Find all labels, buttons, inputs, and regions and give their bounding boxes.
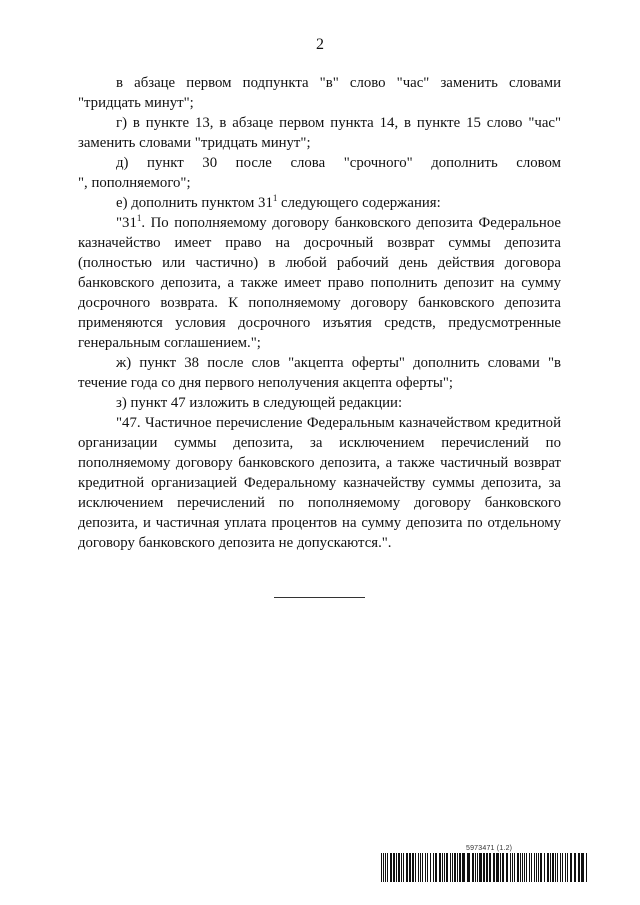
paragraph-amendment-v: в абзаце первом подпункта "в" слово "час" заменить словами "тридцать минут";: [78, 75, 561, 111]
barcode: [381, 853, 587, 882]
text-run: . По пополняемому договору банковского депозита Федеральное казначейство имеет право на досрочный возврат суммы депозита (полностью или частично) в любой рабочий день действия договора банковского депозита, а также имеет право пополнить депозит на сумму досрочного возврата. К пополняемому договору банковского депозита применяются условия досрочного изъятия средств, предусмотренные генеральным соглашением.";: [78, 215, 561, 351]
paragraph-amendment-g: г) в пункте 13, в абзаце первом пункта 14, в пункте 15 слово "час" заменить словами "тридцать минут";: [78, 115, 561, 151]
paragraph-clause-47: "47. Частичное перечисление Федеральным казначейством кредитной организации суммы депозита, за исключением перечислений по пополняемому договору банковского депозита, а также частичный возврат кредитной организацией Федеральному казначейству суммы депозита, за исключением перечислений по пополняемому договору банковского депозита, и частичная уплата процентов на сумму депозита по отдельному договору банковского депозита не допускаются.".: [78, 415, 561, 551]
superscript: 1: [136, 213, 142, 223]
page-number: 2: [316, 36, 324, 53]
paragraph-amendment-zh: ж) пункт 38 после слов "акцепта оферты" дополнить словами "в течение года со дня первого неполучения акцепта оферты";: [78, 355, 561, 391]
paragraph-amendment-d-continued: ", пополняемого";: [78, 175, 191, 191]
paragraph-amendment-e: [78, 193, 561, 213]
text-run: е) дополнить пунктом 31: [116, 195, 273, 211]
paragraph-amendment-z: з) пункт 47 изложить в следующей редакции:: [116, 395, 403, 411]
barcode-graphic: [381, 853, 587, 882]
paragraph-amendment-d: д) пункт 30 после слова "срочного" дополнить словом: [116, 155, 561, 171]
text-run: "31: [116, 215, 137, 231]
superscript: 1: [272, 193, 278, 203]
document-body: [78, 73, 561, 553]
paragraph-clause-31-1: [78, 213, 561, 353]
text-run: следующего содержания:: [277, 195, 441, 211]
end-of-text-rule: [274, 597, 365, 598]
document-code: 5973471 (1.2): [466, 845, 513, 852]
